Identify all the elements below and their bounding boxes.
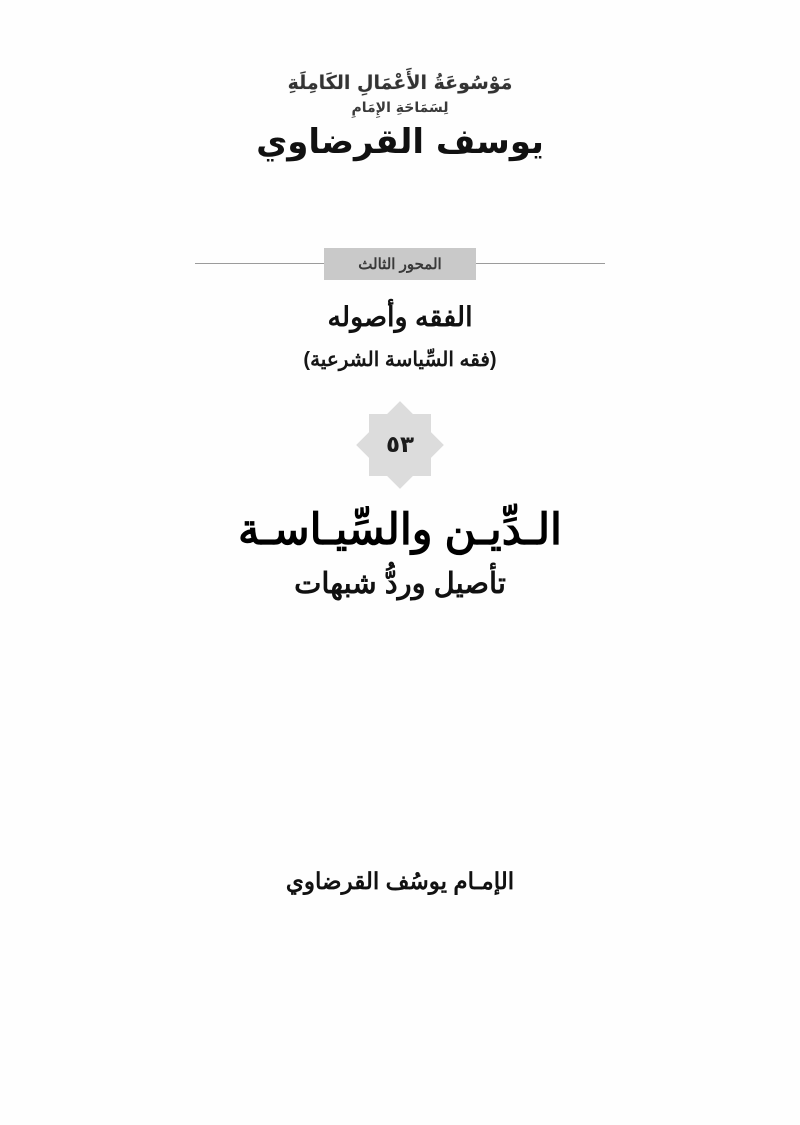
masthead-author-logo: يوسف القرضاوي (256, 121, 544, 162)
publisher-masthead (250, 72, 550, 162)
book-subtitle: تأصيل وردُّ شبهات (294, 567, 506, 600)
book-title: الـدِّيـن والسِّيـاسـة (238, 505, 562, 554)
section-title: الفقه وأصوله (327, 301, 473, 332)
series-band-label: المحور الثالث (324, 248, 475, 280)
volume-number: ٥٣ (385, 431, 415, 458)
series-band (195, 248, 605, 280)
masthead-line-2: لِسَمَاحَةِ الإِمَامِ (351, 99, 449, 116)
band-rule-left (195, 263, 324, 264)
band-rule-right (476, 263, 605, 264)
section-subtitle: (فقه السِّياسة الشرعية) (303, 348, 497, 371)
volume-badge (361, 406, 439, 484)
author-name: الإمـام يوسُف القرضاوي (285, 868, 515, 894)
masthead-line-1: مَوْسُوعَةُ الأَعْمَالِ الكَامِلَةِ (287, 72, 513, 94)
